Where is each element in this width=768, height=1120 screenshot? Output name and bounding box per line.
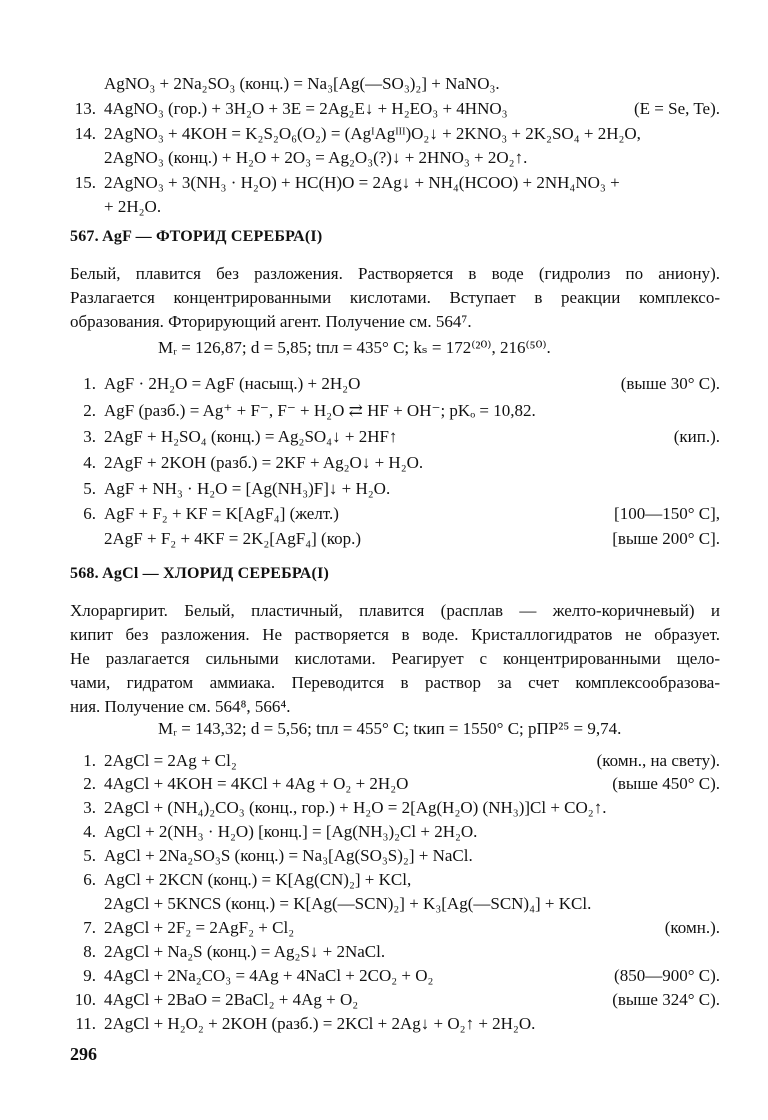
properties-agf: Mᵣ = 126,87; d = 5,85; tпл = 435° C; kₛ = 172⁽²⁰⁾, 216⁽⁵⁰⁾. bbox=[158, 338, 551, 357]
reaction-equation: AgCl + 2KCN (конц.) = K[Ag(CN)₂] + KCl, bbox=[104, 870, 412, 889]
reaction-line bbox=[0, 940, 768, 964]
reaction-equation: 2AgCl + 5KNCS (конц.) = K[Ag(—SCN)₂] + K₃[Ag(—SCN)₄] + KCl. bbox=[104, 894, 592, 913]
reaction-equation: 2AgNO₃ (конц.) + H₂O + 2O₃ = Ag₂O₃(?)↓ + 2HNO₃ + 2O₂↑. bbox=[104, 148, 528, 167]
reaction-equation: 2AgF + F₂ + 4KF = 2K₂[AgF₄] (кор.) bbox=[104, 529, 362, 548]
reaction-equation: AgF + NH₃ · H₂O = [Ag(NH₃)F]↓ + H₂O. bbox=[104, 479, 391, 498]
paragraph-line: чами, гидратом аммиака. Переводится в раствор за счет комплексообразова- bbox=[70, 673, 720, 692]
reaction-condition: (E = Se, Te). bbox=[634, 99, 720, 118]
reaction-number: 3. bbox=[83, 427, 96, 446]
reaction-number: 13. bbox=[74, 99, 96, 118]
reaction-line bbox=[0, 425, 768, 449]
reaction-line bbox=[0, 988, 768, 1012]
reaction-equation: AgF (разб.) = Ag⁺ + F⁻, F⁻ + H₂O ⇄ HF + OH⁻; pKₒ = 10,82. bbox=[104, 401, 536, 420]
reaction-number: 2. bbox=[83, 401, 96, 420]
properties-agcl: Mᵣ = 143,32; d = 5,56; tпл = 455° C; tкип = 1550° C; pПР²⁵ = 9,74. bbox=[158, 719, 622, 738]
reaction-line bbox=[0, 772, 768, 796]
reaction-equation: + 2H₂O. bbox=[104, 197, 162, 216]
reaction-line bbox=[0, 916, 768, 940]
reaction-line bbox=[0, 146, 768, 170]
reaction-equation: 4AgCl + 4KOH = 4KCl + 4Ag + O₂ + 2H₂O bbox=[104, 774, 409, 793]
reaction-condition: (комн.). bbox=[664, 918, 720, 937]
reaction-equation: AgNO₃ + 2Na₂SO₃ (конц.) = Na₃[Ag(—SO₃)₂] + NaNO₃. bbox=[104, 74, 500, 93]
reaction-condition: [100—150° C], bbox=[614, 504, 720, 523]
reaction-line bbox=[0, 97, 768, 121]
reaction-number: 3. bbox=[83, 798, 96, 817]
reaction-line bbox=[0, 195, 768, 219]
reaction-line bbox=[0, 796, 768, 820]
reaction-line bbox=[0, 72, 768, 96]
reaction-equation: AgCl + 2(NH₃ · H₂O) [конц.] = [Ag(NH₃)₂Cl + 2H₂O. bbox=[104, 822, 478, 841]
reaction-equation: 2AgCl + (NH₄)₂CO₃ (конц., гор.) + H₂O = 2[Ag(H₂O) (NH₃)]Cl + CO₂↑. bbox=[104, 798, 607, 817]
reaction-line bbox=[0, 844, 768, 868]
reaction-condition: (выше 450° C). bbox=[612, 774, 720, 793]
reaction-number: 8. bbox=[83, 942, 96, 961]
reaction-number: 14. bbox=[74, 124, 96, 143]
reaction-number: 6. bbox=[83, 504, 96, 523]
reaction-number: 5. bbox=[83, 479, 96, 498]
reaction-number: 5. bbox=[83, 846, 96, 865]
reaction-equation: 4AgCl + 2Na₂CO₃ = 4Ag + 4NaCl + 2CO₂ + O₂ bbox=[104, 966, 434, 985]
reaction-line bbox=[0, 527, 768, 551]
paragraph-line: ния. Получение см. 564⁸, 566⁴. bbox=[70, 697, 291, 716]
reaction-line bbox=[0, 868, 768, 892]
reaction-line bbox=[0, 502, 768, 526]
reaction-line bbox=[0, 122, 768, 146]
reaction-line bbox=[0, 749, 768, 773]
reaction-number: 1. bbox=[83, 374, 96, 393]
paragraph-line: кипит без разложения. Не растворяется в воде. Кристаллогидратов не образует. bbox=[70, 625, 720, 644]
reaction-number: 1. bbox=[83, 751, 96, 770]
reaction-equation: 2AgF + 2KOH (разб.) = 2KF + Ag₂O↓ + H₂O. bbox=[104, 453, 424, 472]
paragraph-line: Не разлагается сильными кислотами. Реагирует с концентрированными щело- bbox=[70, 649, 720, 668]
description-agcl bbox=[70, 599, 720, 719]
reaction-line bbox=[0, 399, 768, 423]
reaction-condition: (комн., на свету). bbox=[596, 751, 720, 770]
reaction-equation: 2AgCl = 2Ag + Cl₂ bbox=[104, 751, 237, 770]
reaction-line bbox=[0, 477, 768, 501]
reaction-number: 4. bbox=[83, 453, 96, 472]
section-heading-agcl: 568. AgCl — ХЛОРИД СЕРЕБРА(I) bbox=[70, 565, 330, 582]
reaction-equation: AgF + F₂ + KF = K[AgF₄] (желт.) bbox=[104, 504, 339, 523]
paragraph-line: Хлораргирит. Белый, пластичный, плавится (расплав — желто-коричневый) и bbox=[70, 601, 720, 620]
reaction-number: 2. bbox=[83, 774, 96, 793]
reaction-equation: 4AgCl + 2BaO = 2BaCl₂ + 4Ag + O₂ bbox=[104, 990, 359, 1009]
reaction-number: 6. bbox=[83, 870, 96, 889]
reaction-equation: AgCl + 2Na₂SO₃S (конц.) = Na₃[Ag(SO₃S)₂] + NaCl. bbox=[104, 846, 473, 865]
paragraph-line: Разлагается концентрированными кислотами. Вступает в реакции комплексо- bbox=[70, 288, 720, 307]
reaction-line bbox=[0, 820, 768, 844]
reaction-number: 15. bbox=[74, 173, 96, 192]
reaction-equation: 2AgNO₃ + 3(NH₃ · H₂O) + HC(H)O = 2Ag↓ + NH₄(HCOO) + 2NH₄NO₃ + bbox=[104, 173, 620, 192]
description-agf bbox=[70, 262, 720, 334]
reaction-condition: (кип.). bbox=[673, 427, 720, 446]
reaction-number: 4. bbox=[83, 822, 96, 841]
reaction-line bbox=[0, 964, 768, 988]
reaction-equation: 4AgNO₃ (гор.) + 3H₂O + 3E = 2Ag₂E↓ + H₂EO₃ + 4HNO₃ bbox=[104, 99, 508, 118]
reaction-equation: 2AgCl + 2F₂ = 2AgF₂ + Cl₂ bbox=[104, 918, 295, 937]
reaction-condition: [выше 200° C]. bbox=[612, 529, 720, 548]
page-number: 296 bbox=[70, 1044, 97, 1064]
reaction-equation: AgF · 2H₂O = AgF (насыщ.) + 2H₂O bbox=[104, 374, 361, 393]
section-heading-agf: 567. AgF — ФТОРИД СЕРЕБРА(I) bbox=[70, 228, 323, 245]
reaction-equation: 2AgNO₃ + 4KOH = K₂S₂O₆(O₂) = (AgᴵAgᴵᴵᴵ)O₂↓ + 2KNO₃ + 2K₂SO₄ + 2H₂O, bbox=[104, 124, 641, 143]
reaction-number: 9. bbox=[83, 966, 96, 985]
reaction-condition: (850—900° C). bbox=[614, 966, 720, 985]
reaction-equation: 2AgF + H₂SO₄ (конц.) = Ag₂SO₄↓ + 2HF↑ bbox=[104, 427, 398, 446]
reaction-line bbox=[0, 372, 768, 396]
reaction-number: 7. bbox=[83, 918, 96, 937]
reaction-line bbox=[0, 171, 768, 195]
reaction-line bbox=[0, 451, 768, 475]
paragraph-line: Белый, плавится без разложения. Растворяется в воде (гидролиз по аниону). bbox=[70, 264, 720, 283]
reaction-equation: 2AgCl + Na₂S (конц.) = Ag₂S↓ + 2NaCl. bbox=[104, 942, 386, 961]
reaction-equation: 2AgCl + H₂O₂ + 2KOH (разб.) = 2KCl + 2Ag↓ + O₂↑ + 2H₂O. bbox=[104, 1014, 536, 1033]
reaction-line bbox=[0, 1012, 768, 1036]
reaction-number: 10. bbox=[74, 990, 96, 1009]
reaction-condition: (выше 324° C). bbox=[612, 990, 720, 1009]
reaction-condition: (выше 30° C). bbox=[620, 374, 720, 393]
paragraph-line: образования. Фторирующий агент. Получение см. 564⁷. bbox=[70, 312, 472, 331]
reaction-line bbox=[0, 892, 768, 916]
reaction-number: 11. bbox=[75, 1014, 96, 1033]
